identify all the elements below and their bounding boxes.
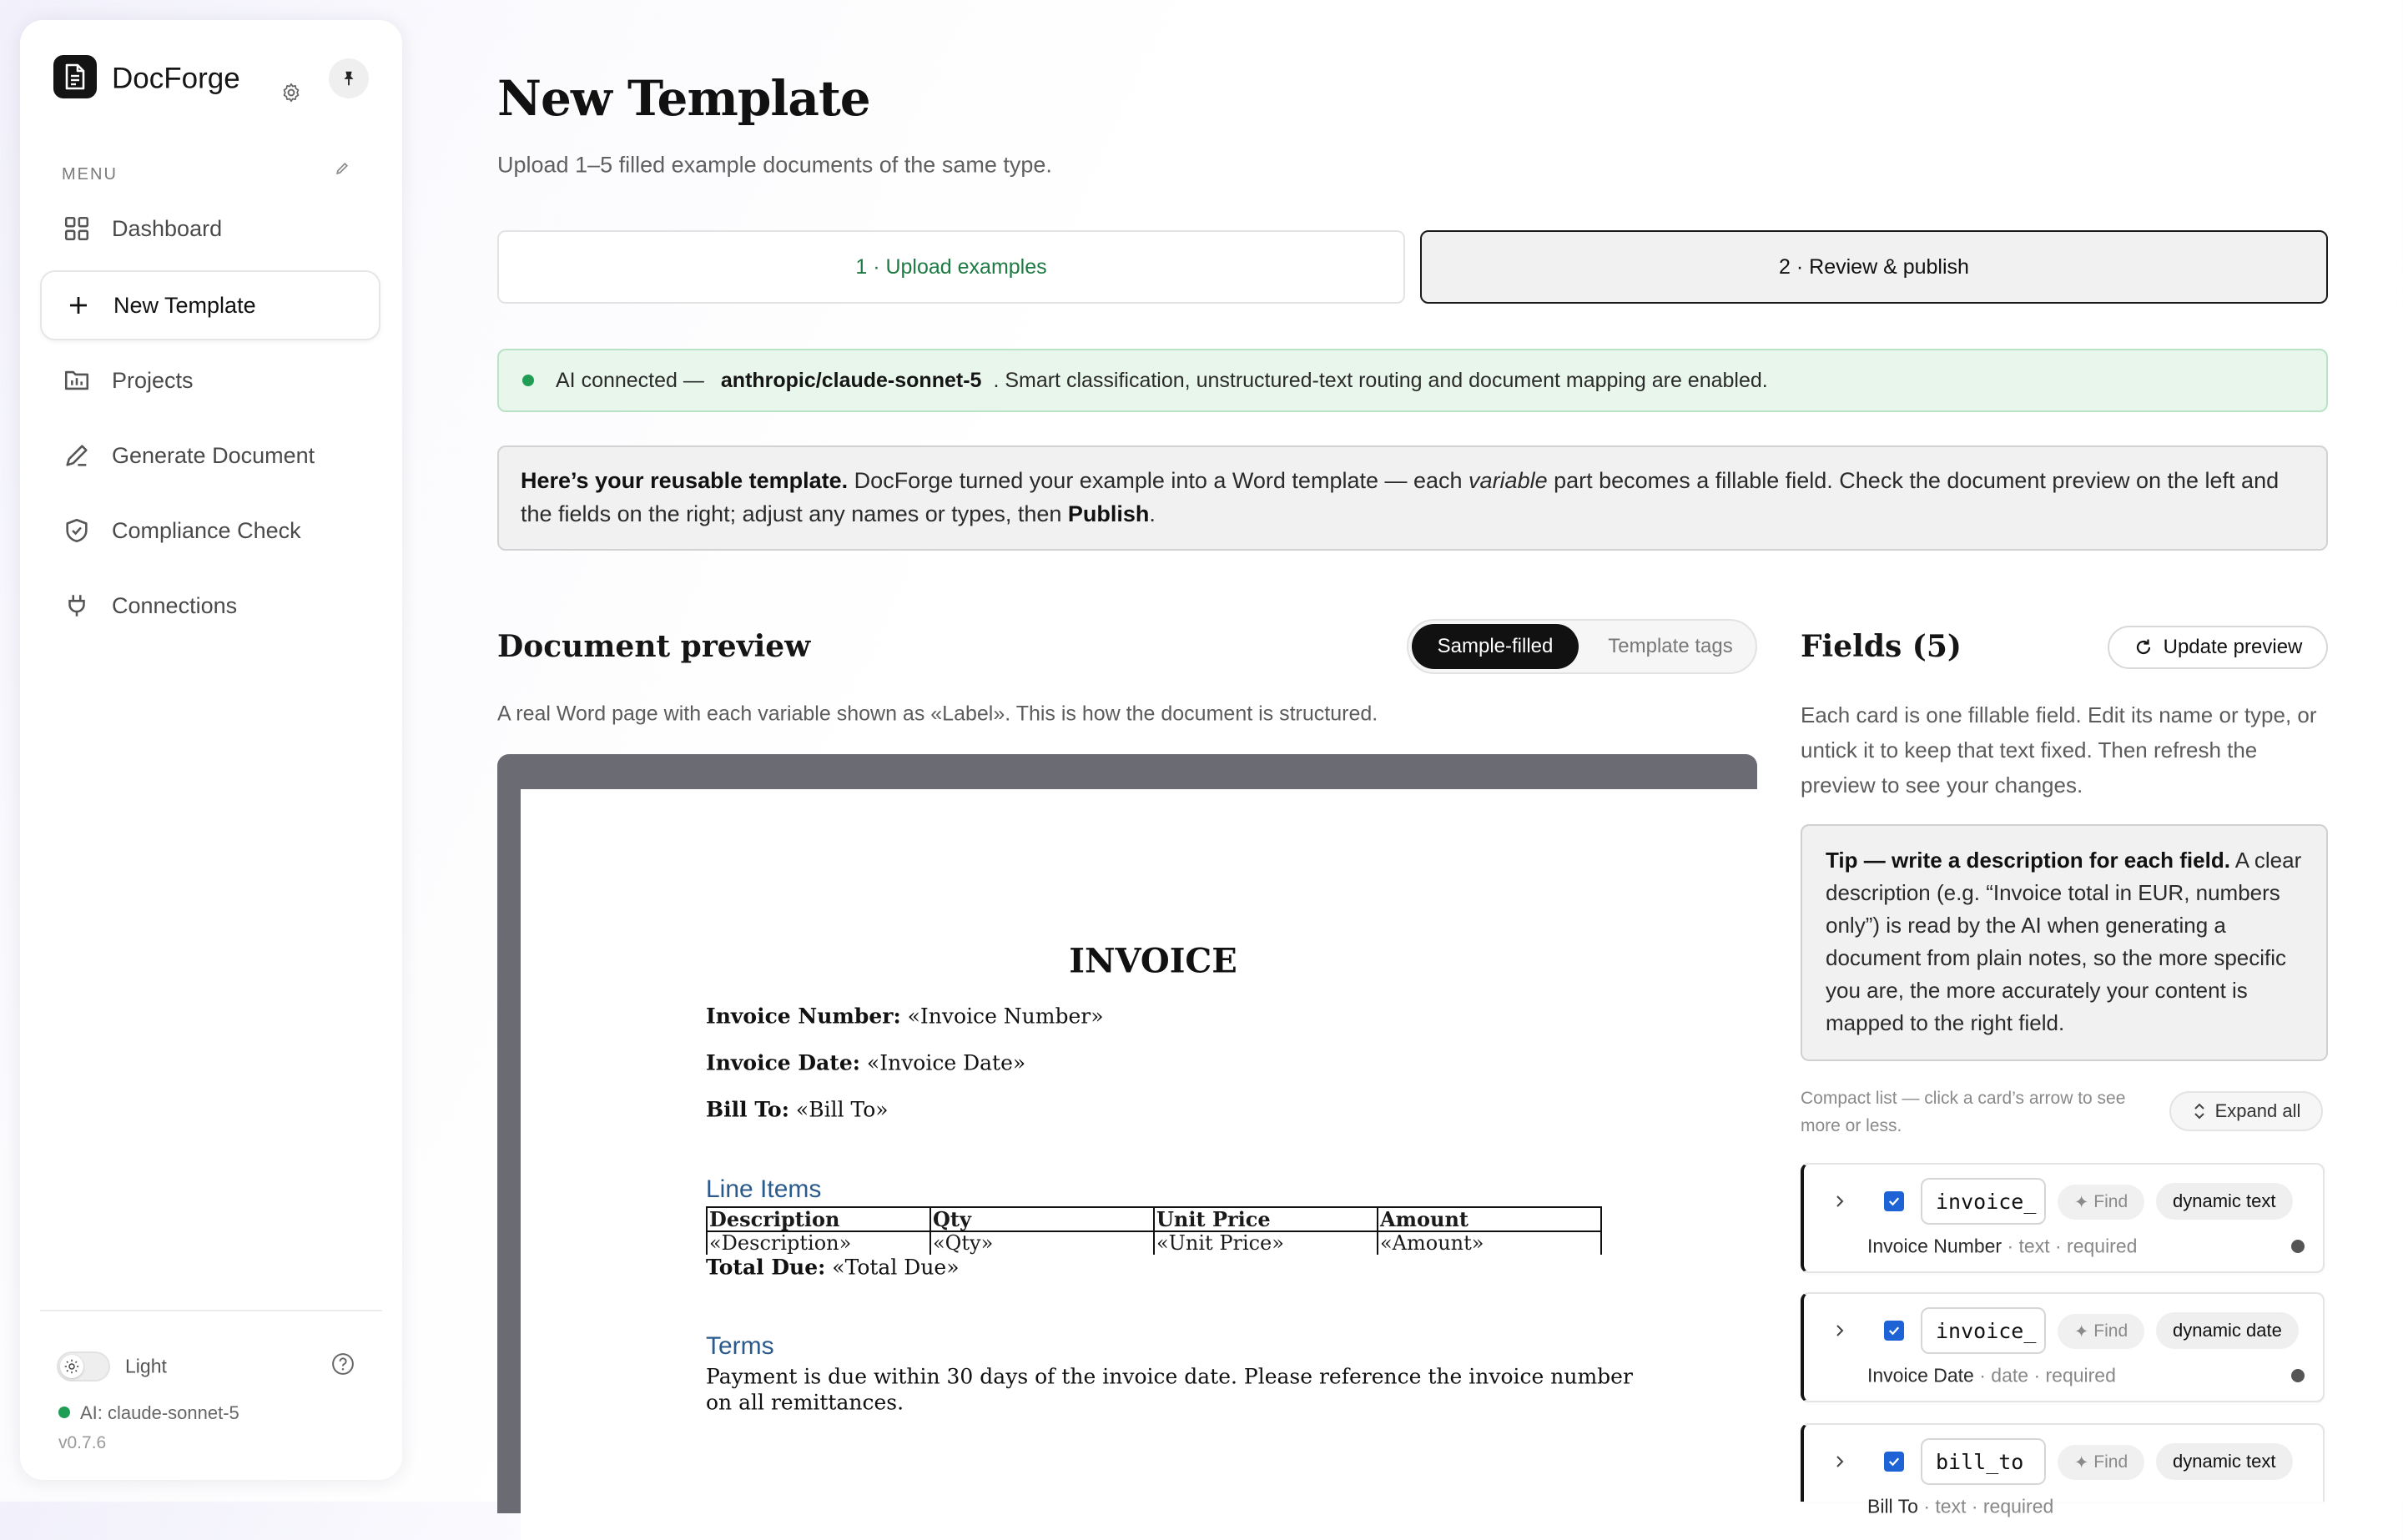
chevron-right-icon[interactable] [1832, 1317, 1849, 1344]
table-header-cell: Unit Price [1154, 1207, 1378, 1231]
ai-banner-suffix: . Smart classification, unstructured-text routing and document mapping are enabled. [993, 368, 1768, 392]
doc-field-value: «Invoice Date» [859, 1050, 1026, 1075]
expand-all-button[interactable] [2169, 1091, 2323, 1131]
field-enabled-checkbox[interactable] [1884, 1321, 1904, 1341]
ai-status-dot [58, 1407, 70, 1418]
field-label [1867, 1365, 2116, 1387]
fields-description: Each card is one fillable field. Edit its name or type, or untick it to keep that text fixed. Then refresh the preview to see your changes. [1801, 702, 2317, 798]
document-preview-frame [497, 754, 1757, 1513]
doc-terms-heading: Terms [706, 1332, 774, 1360]
theme-toggle[interactable] [57, 1351, 110, 1381]
find-label: Find [2093, 1321, 2128, 1341]
sidebar-item-connections[interactable] [40, 571, 380, 641]
field-key-input[interactable]: invoice_ [1921, 1307, 2046, 1354]
doc-bill-to-line [706, 1098, 889, 1122]
plug-icon [62, 591, 92, 621]
field-type-badge[interactable]: dynamic text [2156, 1183, 2293, 1220]
field-type-badge[interactable]: dynamic date [2156, 1312, 2299, 1349]
tip-text: A clear description (e.g. “Invoice total in EUR, numbers only”) is read by the AI when generating a document from plain notes, so the more specific you are, the more accurately your content is mapped to the right field. [1826, 848, 2302, 1035]
settings-gear-icon[interactable] [280, 82, 302, 103]
update-preview-button[interactable] [2108, 626, 2328, 669]
table-cell: «Unit Price» [1154, 1231, 1378, 1255]
table-header-cell: Description [707, 1207, 930, 1231]
field-key-input[interactable]: invoice_ [1921, 1178, 2046, 1225]
doc-field-label: Invoice Number: [706, 1004, 901, 1029]
ai-connected-banner [497, 349, 2328, 412]
expand-all-label: Expand all [2214, 1100, 2301, 1121]
doc-field-value: «Bill To» [788, 1097, 889, 1122]
ai-banner-prefix: AI connected — [556, 368, 704, 392]
field-enabled-checkbox[interactable] [1884, 1191, 1904, 1211]
theme-label: Light [125, 1355, 167, 1377]
field-label [1867, 1496, 2053, 1518]
sparkle-icon: ✦ [2073, 1321, 2094, 1341]
doc-field-label: Bill To: [706, 1097, 789, 1122]
step-upload-examples[interactable]: 1 · Upload examples [497, 230, 1405, 304]
pin-sidebar-button[interactable] [329, 58, 369, 98]
docforge-logo-icon [53, 55, 97, 98]
document-preview-title: Document preview [497, 629, 811, 664]
fields-title: Fields (5) [1801, 629, 1962, 664]
refresh-icon [2133, 637, 2154, 657]
doc-field-value: «Total Due» [825, 1255, 960, 1280]
field-name: Bill To [1867, 1495, 1918, 1517]
checkmark-icon [1887, 1323, 1902, 1338]
sidebar-item-dashboard[interactable] [40, 194, 380, 264]
doc-invoice-number-line [706, 1004, 1104, 1029]
table-header-cell: Qty [930, 1207, 1154, 1231]
template-tags-tab[interactable]: Template tags [1608, 635, 1733, 657]
table-cell: «Qty» [930, 1231, 1154, 1255]
doc-terms-text: on all remittances. [706, 1390, 904, 1415]
brand-name: DocForge [112, 62, 240, 95]
checkmark-icon [1887, 1194, 1902, 1209]
sidebar-item-projects[interactable] [40, 345, 380, 415]
info-end: . [1149, 501, 1156, 526]
tip-lead: Tip — write a description for each field. [1826, 848, 2230, 873]
doc-line-items-heading: Line Items [706, 1175, 822, 1203]
field-meta: · text · required [1917, 1495, 2054, 1517]
menu-section-label: MENU [62, 165, 118, 184]
sidebar-item-label: Compliance Check [112, 517, 301, 543]
sidebar-item-label: Dashboard [112, 215, 223, 241]
find-label: Find [2093, 1192, 2128, 1211]
table-cell: «Description» [707, 1231, 930, 1255]
sidebar-item-new-template[interactable] [40, 270, 380, 340]
ai-banner-model: anthropic/claude-sonnet-5 [720, 368, 982, 392]
sidebar-item-generate-document[interactable] [40, 420, 380, 491]
field-label [1867, 1236, 2137, 1258]
page-title: New Template [497, 70, 870, 127]
field-card-bill-to [1801, 1423, 2325, 1517]
find-button[interactable] [2058, 1185, 2144, 1220]
pen-icon [62, 440, 92, 471]
ai-status-text: AI: claude-sonnet-5 [80, 1402, 239, 1423]
sidebar-item-label: Projects [112, 367, 194, 393]
field-enabled-checkbox[interactable] [1884, 1452, 1904, 1472]
field-key-input[interactable]: bill_to [1921, 1438, 2046, 1485]
field-status-dot [2291, 1240, 2305, 1253]
checkmark-icon [1887, 1454, 1902, 1469]
help-icon[interactable] [330, 1351, 355, 1376]
preview-description: A real Word page with each variable shown as «Label». This is how the document is structured. [497, 702, 1378, 726]
field-card-invoice-date [1801, 1292, 2325, 1402]
doc-field-label: Invoice Date: [706, 1050, 860, 1075]
field-status-dot [2291, 1369, 2305, 1382]
chevron-right-icon[interactable] [1832, 1188, 1849, 1215]
sidebar-item-label: Connections [112, 592, 238, 618]
field-name: Invoice Number [1867, 1235, 2002, 1257]
plus-icon [63, 290, 93, 320]
sidebar-divider [40, 1310, 382, 1311]
sidebar-item-label: New Template [113, 292, 256, 318]
sample-filled-tab[interactable]: Sample-filled [1412, 624, 1579, 669]
sun-icon [60, 1355, 83, 1378]
template-info-box [497, 445, 2328, 551]
doc-invoice-date-line [706, 1051, 1025, 1075]
ai-connected-dot [522, 375, 534, 386]
table-cell: «Amount» [1378, 1231, 1601, 1255]
compact-list-hint: Compact list — click a card’s arrow to see more or less. [1801, 1089, 2126, 1135]
step-review-publish[interactable]: 2 · Review & publish [1420, 230, 2328, 304]
sidebar-item-compliance-check[interactable] [40, 496, 380, 566]
preview-mode-toggle [1407, 619, 1757, 674]
find-label: Find [2093, 1452, 2128, 1472]
doc-field-label: Total Due: [706, 1255, 826, 1280]
doc-total-due-line [706, 1256, 960, 1280]
shield-check-icon [62, 516, 92, 546]
description-tip-box [1801, 824, 2328, 1061]
sidebar-item-label: Generate Document [112, 442, 315, 468]
table-header-row [707, 1207, 1601, 1231]
info-emphasis: variable [1468, 468, 1548, 493]
document-title: INVOICE [1069, 941, 1237, 981]
edit-menu-pencil-icon[interactable] [334, 160, 350, 177]
document-page [521, 789, 1757, 1540]
app-version: v0.7.6 [58, 1433, 107, 1452]
doc-field-value: «Invoice Number» [900, 1004, 1104, 1029]
sparkle-icon: ✦ [2073, 1452, 2094, 1472]
info-text: part becomes a fillable field. Check the document preview on the left and the fields on the right; adjust any names or types, then [521, 468, 2280, 526]
table-row [707, 1231, 1601, 1255]
find-button[interactable] [2058, 1445, 2144, 1480]
field-card-invoice-number [1801, 1163, 2325, 1273]
page-subtitle: Upload 1–5 filled example documents of the same type. [497, 152, 1052, 178]
field-type-badge[interactable]: dynamic text [2156, 1443, 2293, 1480]
find-button[interactable] [2058, 1314, 2144, 1349]
pin-icon [340, 69, 358, 88]
folder-chart-icon [62, 365, 92, 395]
info-lead: Here’s your reusable template. [521, 468, 849, 493]
info-text: DocForge turned your example into a Word template — each [848, 468, 1469, 493]
chevron-right-icon[interactable] [1832, 1448, 1849, 1475]
update-preview-label: Update preview [2163, 636, 2303, 658]
field-name: Invoice Date [1867, 1364, 1974, 1387]
sparkle-icon: ✦ [2073, 1192, 2094, 1212]
line-items-table [706, 1206, 1602, 1255]
grid-icon [62, 214, 92, 244]
info-publish: Publish [1067, 501, 1150, 526]
table-header-cell: Amount [1378, 1207, 1601, 1231]
doc-terms-text: Payment is due within 30 days of the invoice date. Please reference the invoice number [706, 1364, 1633, 1389]
expand-chevrons-icon [2192, 1102, 2207, 1120]
field-meta: · date · required [1973, 1364, 2116, 1387]
sidebar [20, 20, 402, 1480]
field-meta: · text · required [2002, 1235, 2138, 1257]
